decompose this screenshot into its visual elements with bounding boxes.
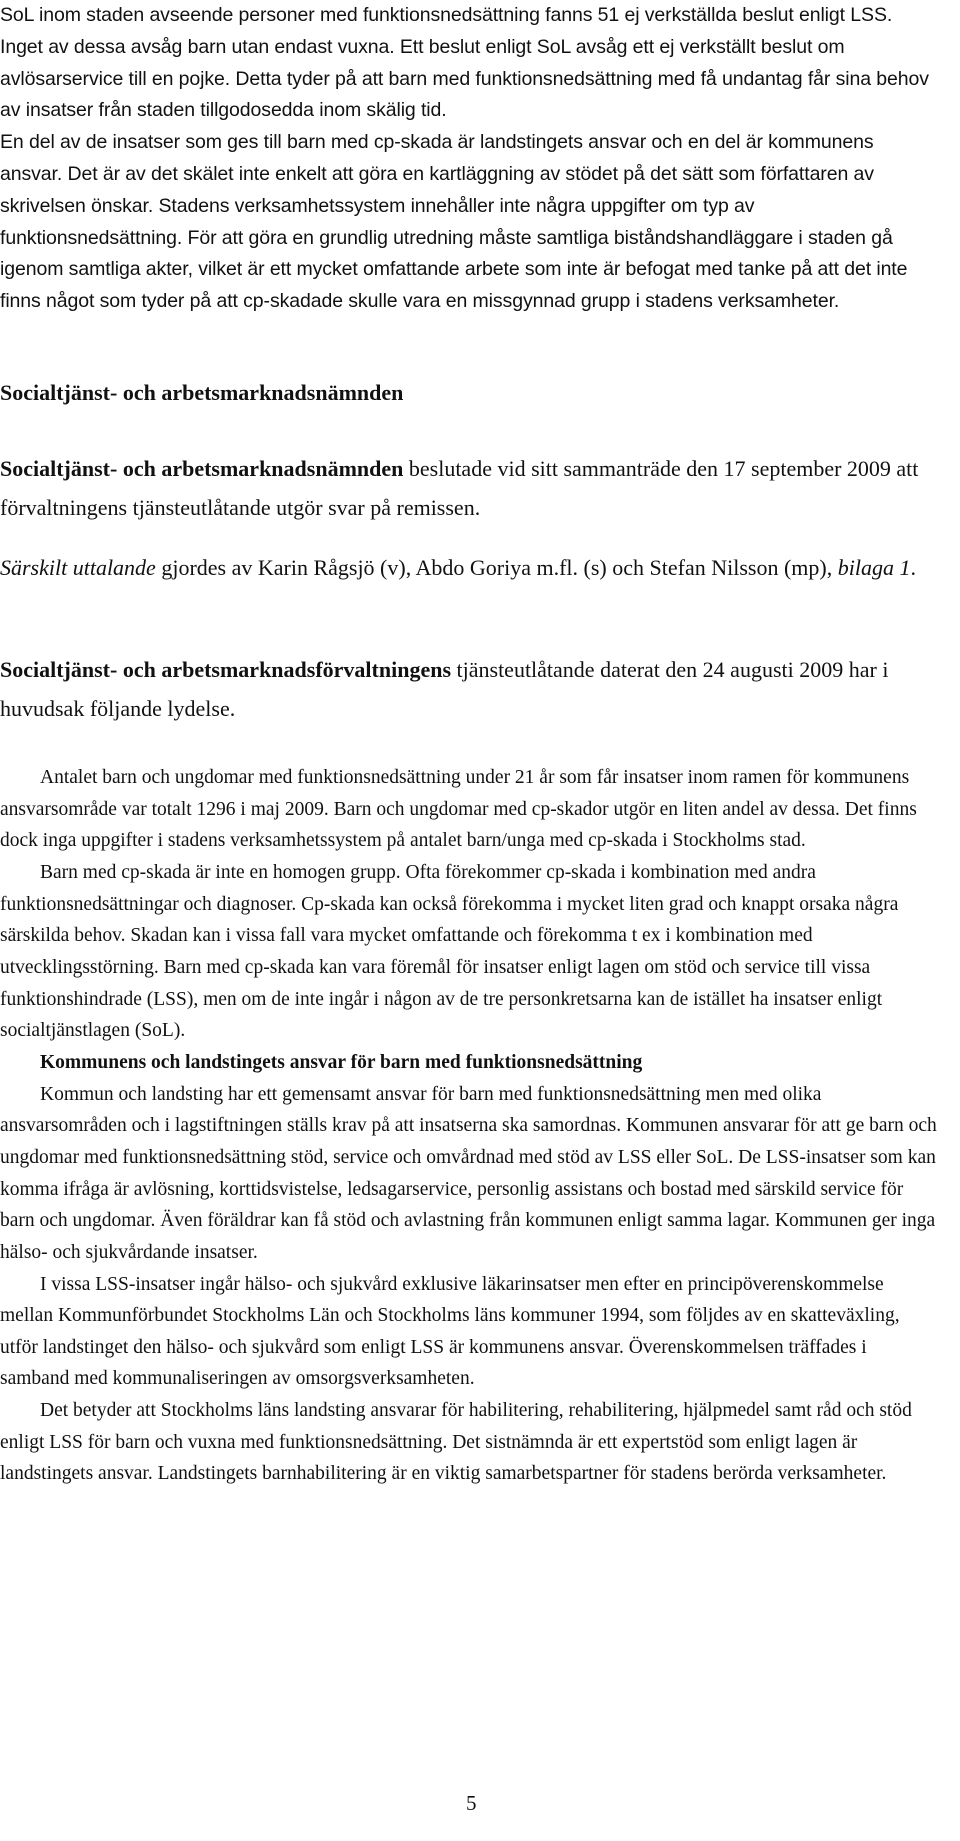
committee-name: Socialtjänst- och arbetsmarknadsnämnden	[0, 456, 404, 481]
special-statement-label: Särskilt uttalande	[0, 555, 156, 580]
body-paragraph-4: I vissa LSS-insatser ingår hälso- och sjukvård exklusive läkarinsatser men efter en principöverenskommelse mellan Kommunförbundet Stockholms Län och Stockholms läns kommuner 1994, som följdes av en skatteväxling, utför landstinget den hälso- och sjukvård som enligt LSS är kommunens ansvar. Överenskommelsen träffades i samband med kommunaliseringen av omsorgsverksamheten.	[0, 1273, 900, 1390]
special-statement-paragraph	[0, 548, 940, 587]
section-heading: Socialtjänst- och arbetsmarknadsnämnden	[0, 380, 404, 405]
special-statement-text: gjordes av Karin Rågsjö (v), Abdo Goriya m.fl. (s) och Stefan Nilsson (mp),	[155, 555, 838, 580]
special-statement-end: .	[910, 555, 916, 580]
appendix-reference: bilaga 1	[837, 555, 911, 580]
body-subheading: Kommunens och landstingets ansvar för barn med funktionsnedsättning	[40, 1051, 643, 1073]
administration-statement-text: tjänsteutlåtande daterat den 24 augusti 2009 har i huvudsak följande lydelse.	[0, 657, 889, 721]
administration-name: Socialtjänst- och arbetsmarknadsförvaltningens	[0, 657, 452, 682]
body-paragraph-3: Kommun och landsting har ett gemensamt ansvar för barn med funktionsnedsättning men med olika ansvarsområden och i lagstiftningen ställs krav på att insatserna ska samordnas. Kommunen ansvarar för att ge barn och ungdomar med funktionsnedsättning stöd, service och omvårdnad med stöd av LSS eller SoL. De LSS-insatser som kan komma ifråga är avlösning, korttidsvistelse, ledsagarservice, personlig assistans och bostad med särskild service för barn och ungdomar. Även föräldrar kan få stöd och avlastning från kommunen enligt samma lagar. Kommunen ger inga hälso- och sjukvårdande insatser.	[0, 1083, 937, 1263]
body-paragraph-1: Antalet barn och ungdomar med funktionsnedsättning under 21 år som får insatser inom ramen för kommunens ansvarsområde var totalt 1296 i maj 2009. Barn och ungdomar med cp-skador utgör en liten andel av dessa. Det finns dock inga uppgifter i stadens verksamhetssystem på antalet barn/unga med cp-skada i Stockholms stad.	[0, 767, 917, 852]
page-number: 5	[466, 1791, 477, 1815]
decision-text: beslutade vid sitt sammanträde den 17 september 2009 att förvaltningens tjänsteutlåtande utgör svar på remissen.	[0, 456, 919, 520]
administration-statement-paragraph	[0, 650, 940, 728]
body-paragraph-2: Barn med cp-skada är inte en homogen grupp. Ofta förekommer cp-skada i kombination med andra funktionsnedsättningar och diagnoser. Cp-skada kan också förekomma i mycket liten grad och knappt orsaka några särskilda behov. Skadan kan i vissa fall vara mycket omfattande och förekomma t ex i kombination med utvecklingsstörning. Barn med cp-skada kan vara föremål för insatser enligt lagen om stöd och service till vissa funktionshindrade (LSS), men om de inte ingår i någon av de tre personkretsarna kan de istället ha insatser enligt socialtjänstlagen (SoL).	[0, 861, 899, 1042]
decision-paragraph	[0, 449, 940, 527]
body-paragraph-5: Det betyder att Stockholms läns landsting ansvarar för habilitering, rehabilitering, hjälpmedel samt råd och stöd enligt LSS för barn och vuxna med funktionsnedsättning. Det sistnämnda är ett expertstöd som enligt lagen är landstingets ansvar. Landstingets barnhabilitering är en viktig samarbetspartner för stadens berörda verksamheter.	[0, 1400, 912, 1485]
intro-paragraph-2: En del av de insatser som ges till barn med cp-skada är landstingets ansvar och en del är kommunens ansvar. Det är av det skälet inte enkelt att göra en kartläggning av stödet på det sätt som författaren av skrivelsen önskar. Stadens verksamhetssystem innehåller inte några uppgifter om typ av funktionsnedsättning. För att göra en grundlig utredning måste samtliga biståndshandläggare i staden gå igenom samtliga akter, vilket är ett mycket omfattande arbete som inte är befogat med tanke på att det inte finns något som tyder på att cp-skadade skulle vara en missgynnad grupp i stadens verksamheter.	[0, 131, 908, 313]
statement-body	[0, 762, 940, 1490]
intro-section	[0, 0, 940, 318]
intro-paragraph-1: SoL inom staden avseende personer med funktionsnedsättning fanns 51 ej verkställda beslut enligt LSS. Inget av dessa avsåg barn utan endast vuxna. Ett beslut enligt SoL avsåg ett ej verkställt beslut om avlösarservice till en pojke. Detta tyder på att barn med funktionsnedsättning med få undantag får sina behov av insatser från staden tillgodosedda inom skälig tid.	[0, 4, 929, 122]
